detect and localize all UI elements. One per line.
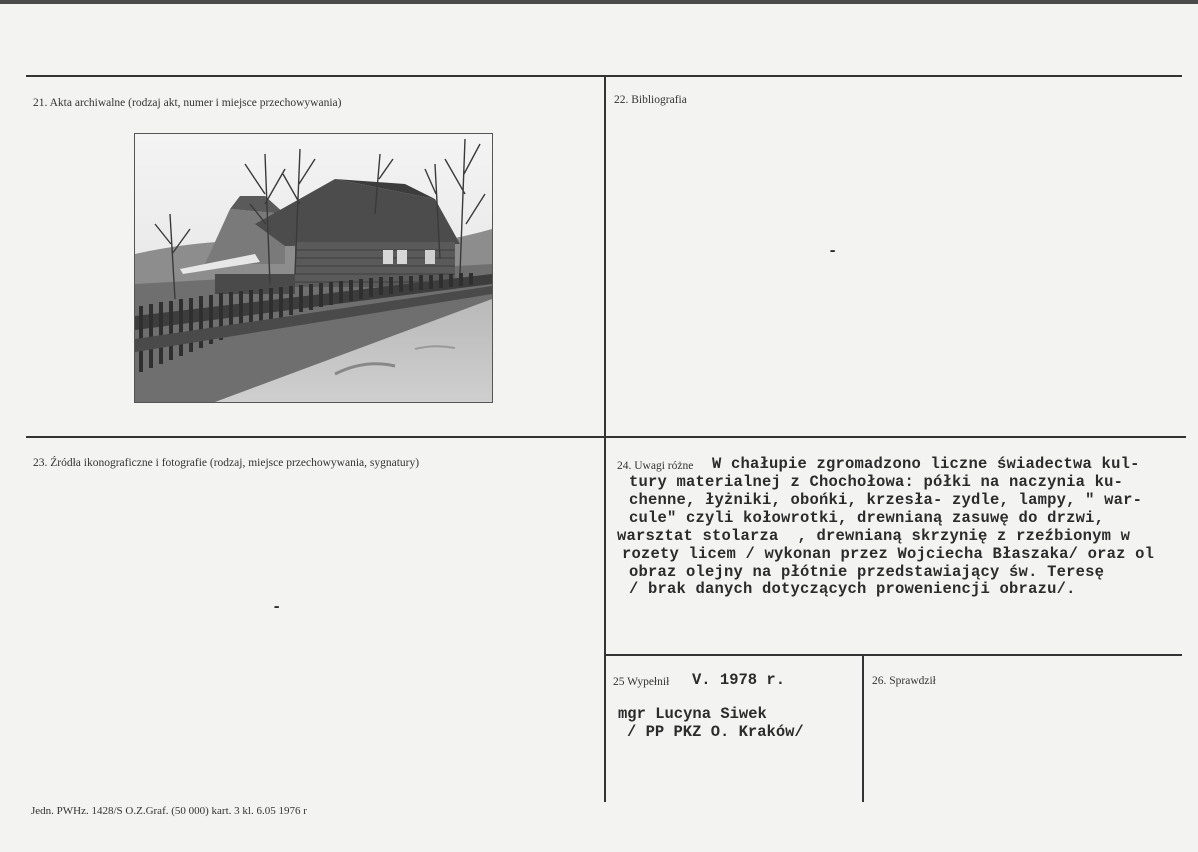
section-23-label: 23. Źródła ikonograficzne i fotografie (rodzaj, miejsce przechowywania, sygnatury) <box>33 457 420 469</box>
remarks-line-3: chenne, łyżniki, obońki, krzesła- zydle, lampy, " war- <box>629 491 1143 509</box>
section-22-empty-dash: - <box>828 242 838 260</box>
rule-middle <box>26 436 1186 438</box>
rule-section25-top <box>606 654 1182 656</box>
remarks-line-7: obraz olejny na płótnie przedstawiający św. Teresę <box>629 563 1105 581</box>
section-21-label: 21. Akta archiwalne (rodzaj akt, numer i miejsce przechowywania) <box>33 97 342 109</box>
rule-section25-26-divider <box>862 655 864 802</box>
section-23-empty-dash: - <box>272 598 282 616</box>
filled-by-person: mgr Lucyna Siwek <box>618 705 767 723</box>
remarks-line-6: rozety licem / wykonan przez Wojciecha Błaszaka/ oraz ol <box>622 545 1155 563</box>
card-top-edge <box>0 0 1198 4</box>
section-26-label: 26. Sprawdził <box>872 675 936 687</box>
print-imprint-footer: Jedn. PWHz. 1428/S O.Z.Graf. (50 000) kart. 3 kl. 6.05 1976 r <box>31 805 307 817</box>
remarks-line-2: tury materialnej z Chochołowa: półki na naczynia ku- <box>629 473 1124 491</box>
filled-date: V. 1978 r. <box>692 671 786 689</box>
house-photograph <box>134 133 493 403</box>
remarks-line-4: cule" czyli kołowrotki, drewnianą zasuwę do drzwi, <box>629 509 1105 527</box>
remarks-line-5: warsztat stolarza , drewnianą skrzynię z rzeźbionym w <box>617 527 1131 545</box>
section-24-label: 24. Uwagi różne <box>617 460 694 472</box>
filled-by-organization: / PP PKZ O. Kraków/ <box>627 723 804 741</box>
section-25-label: 25 Wypełnił <box>613 676 670 688</box>
remarks-line-1: W chałupie zgromadzono liczne świadectwa kul- <box>712 455 1140 473</box>
remarks-line-8: / brak danych dotyczących proweniencji obrazu/. <box>629 580 1076 598</box>
section-22-label: 22. Bibliografia <box>614 94 687 106</box>
rule-center-vertical <box>604 76 606 802</box>
